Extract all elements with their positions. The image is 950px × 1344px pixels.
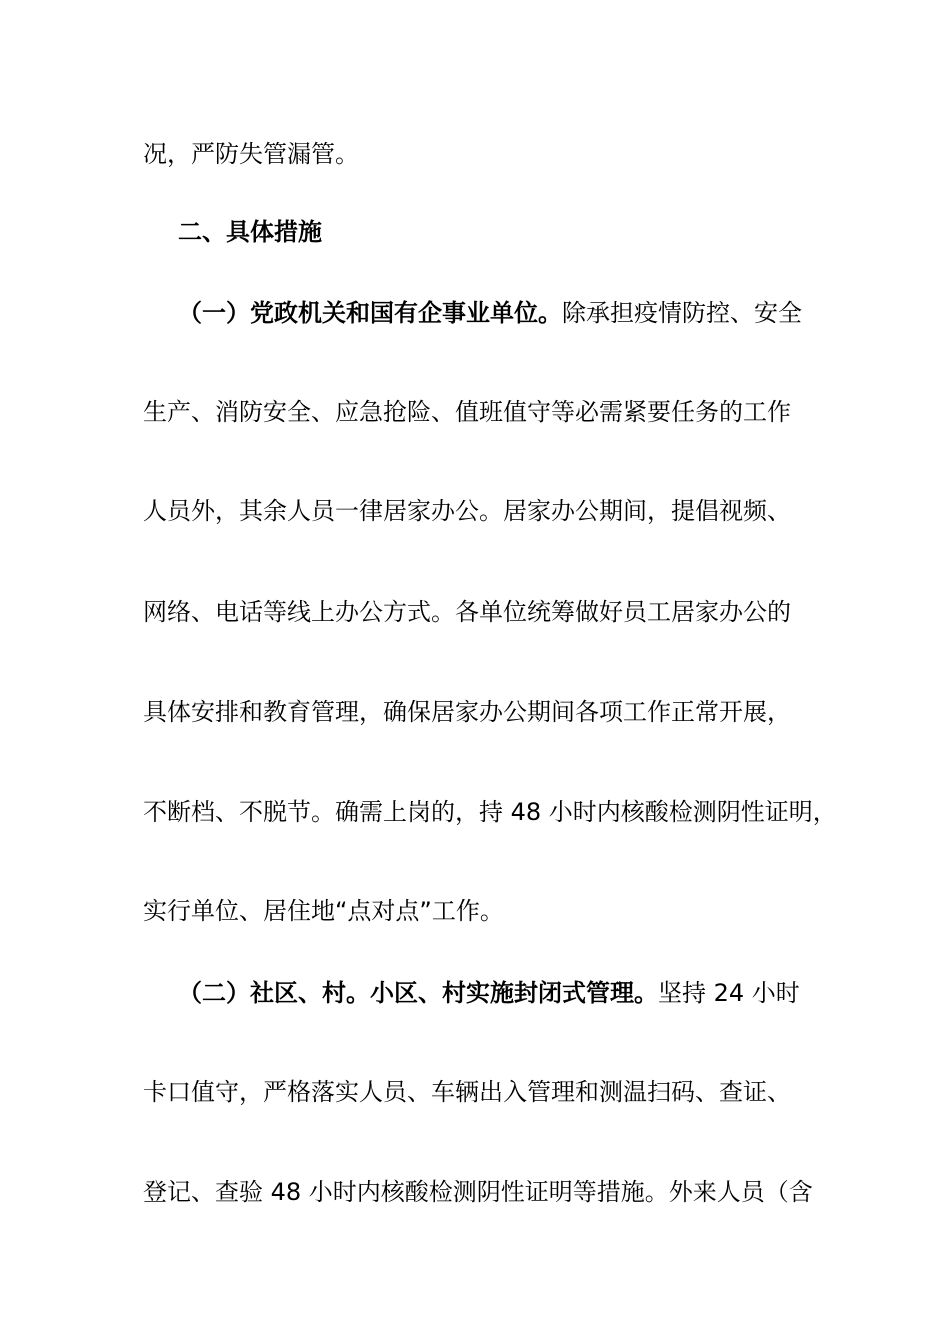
- section-heading: 二、具体措施: [178, 218, 322, 246]
- paragraph-2-heading: （二）社区、村。小区、村实施封闭式管理。: [178, 979, 658, 1007]
- paragraph-1-line-4: 网络、电话等线上办公方式。各单位统筹做好员工居家办公的: [143, 598, 791, 626]
- paragraph-1-line-2: 生产、消防安全、应急抢险、值班值守等必需紧要任务的工作: [143, 398, 791, 426]
- paragraph-1-heading: （一）党政机关和国有企事业单位。: [178, 299, 562, 327]
- paragraph-1-line-6: 不断档、不脱节。确需上岗的，持 48 小时内核酸检测阴性证明，: [143, 798, 837, 826]
- paragraph-2-line-2: 卡口值守，严格落实人员、车辆出入管理和测温扫码、查证、: [143, 1078, 791, 1106]
- paragraph-1-line-5: 具体安排和教育管理，确保居家办公期间各项工作正常开展，: [143, 698, 791, 726]
- paragraph-continuation: 况，严防失管漏管。: [143, 140, 359, 168]
- paragraph-1-line-3: 人员外，其余人员一律居家办公。居家办公期间，提倡视频、: [143, 497, 791, 525]
- paragraph-2-first-line: [178, 977, 868, 1009]
- paragraph-2-lead: 坚持 24 小时: [658, 979, 800, 1007]
- paragraph-1-lead: 除承担疫情防控、安全: [562, 299, 802, 327]
- paragraph-1-line-7: 实行单位、居住地“点对点”工作。: [143, 897, 504, 925]
- paragraph-1-first-line: [178, 297, 868, 329]
- paragraph-2-line-3: 登记、查验 48 小时内核酸检测阴性证明等措施。外来人员（含: [143, 1178, 813, 1206]
